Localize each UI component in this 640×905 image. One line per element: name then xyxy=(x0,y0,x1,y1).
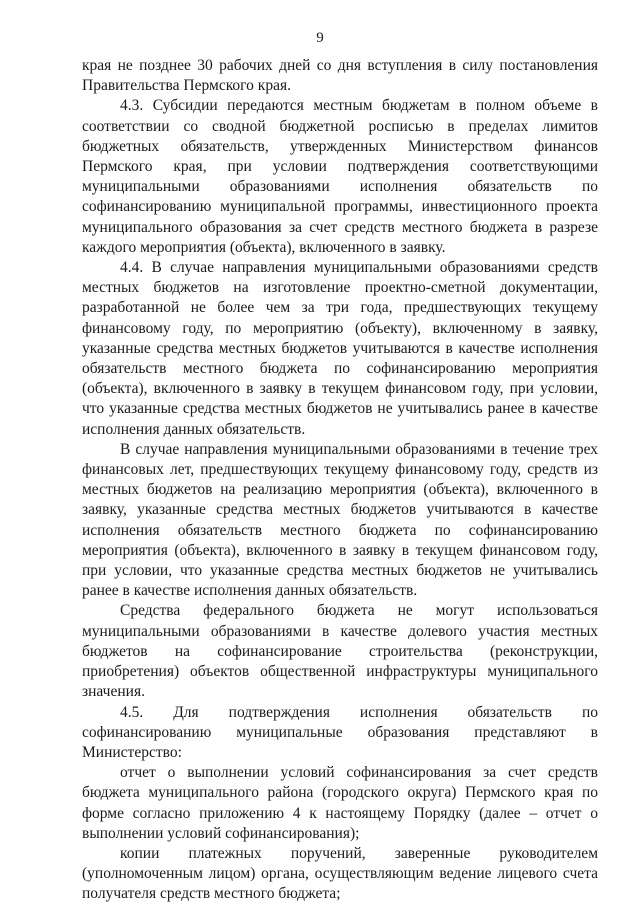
paragraph-4-5: 4.5. Для подтверждения исполнения обязательств по софинансированию муниципальные образования представляют в Министерство: xyxy=(82,703,598,761)
paragraph-federal-funds: Средства федерального бюджета не могут использоваться муниципальными образованиями в качестве долевого участия местных бюджетов на софинансирование строительства (реконструкции, приобретения) объектов общественной инфраструктуры муниципального значения. xyxy=(82,602,598,701)
paragraph-report: отчет о выполнении условий софинансирования за счет средств бюджета муниципального района (городского округа) Пермского края по форме согласно приложению 4 к настоящему Порядку (далее – отчет о выполнении условий софинансирования); xyxy=(82,764,598,842)
paragraph-payment-copies: копии платежных поручений, заверенные руководителем (уполномоченным лицом) органа, осуществляющим ведение лицевого счета получателя средств местного бюджета; xyxy=(82,844,598,903)
paragraph-4-4-second: В случае направления муниципальными образованиями в течение трех финансовых лет, предшествующих текущему финансовому году, средств из местных бюджетов на реализацию мероприятия (объекта), включенного в заявку, указанные средства местных бюджетов учитываются в качестве исполнения обязательств местного бюджета по софинансированию мероприятия (объекта), включенного в заявку в текущем финансовом году, при условии, что указанные средства местных бюджетов не учитывались ранее в качестве исполнения данных обязательств. xyxy=(82,440,598,600)
paragraph-continuation: края не позднее 30 рабочих дней со дня вступления в силу постановления Правительства Пермского края. xyxy=(82,57,598,95)
paragraph-4-3: 4.3. Субсидии передаются местным бюджетам в полном объеме в соответствии со сводной бюджетной росписью в пределах лимитов бюджетных обязательств, утвержденных Министерством финансов Пермского края, при условии подтверждения соответствующими муниципальными образованиями исполнения обязательств по софинансированию муниципальной программы, инвестиционного проекта муниципального образования за счет средств местного бюджета в разрезе каждого мероприятия (объекта), включенного в заявку. xyxy=(82,97,598,256)
paragraph-4-4: 4.4. В случае направления муниципальными образованиями средств местных бюджетов на изготовление проектно-сметной документации, разработанной не более чем за три года, предшествующих текущему финансовому году, по мероприятию (объекту), включенному в заявку, указанные средства местных бюджетов учитываются в качестве исполнения обязательств местного бюджета по софинансированию мероприятия (объекта), включенного в заявку в текущем финансовом году, при условии, что указанные средства местных бюджетов не учитывались ранее в качестве исполнения данных обязательств. xyxy=(82,259,598,438)
document-body xyxy=(82,56,598,905)
page-number: 9 xyxy=(316,30,324,46)
